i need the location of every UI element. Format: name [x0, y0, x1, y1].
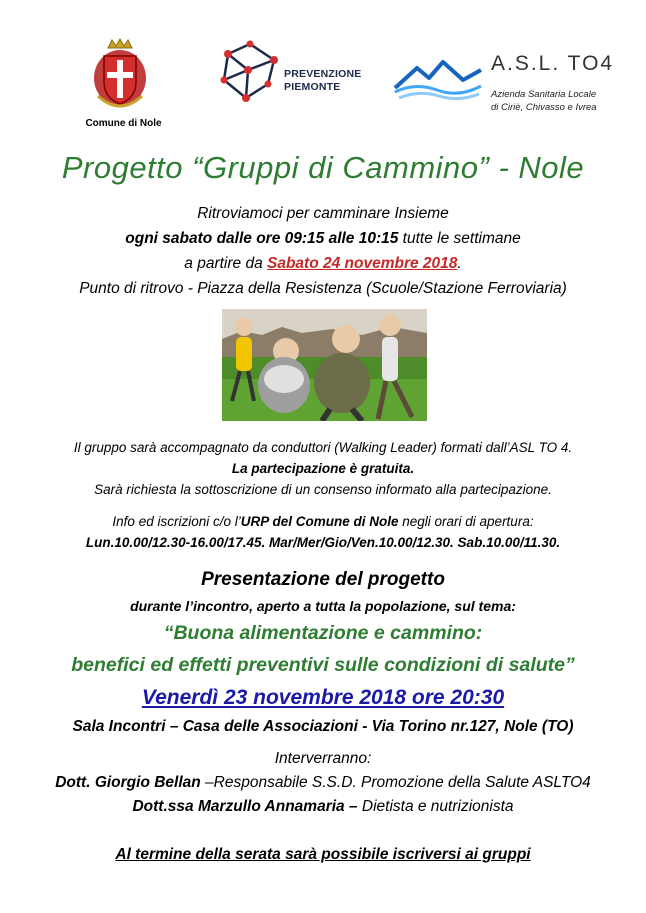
- speaker-1: [0, 774, 646, 792]
- speaker-2: [0, 798, 646, 816]
- opening-hours: Lun.10.00/12.30-16.00/17.45. Mar/Mer/Gio/Ven.10.00/12.30. Sab.10.00/11.30.: [85, 535, 561, 550]
- coat-of-arms-icon: [90, 38, 150, 118]
- mountain-wave-icon: [393, 58, 483, 102]
- asl-sub-line-2: di Ciriè, Chivasso e Ivrea: [491, 102, 597, 113]
- comune-caption: Comune di Nole: [85, 118, 162, 129]
- schedule-text: ogni sabato dalle ore 09:15 alle 10:15: [125, 230, 399, 247]
- start-prefix: a partire da: [184, 255, 267, 272]
- walkers-image: [222, 309, 427, 421]
- comune-logo: [76, 38, 176, 138]
- meeting-point: Punto di ritrovo - Piazza della Resistenza (Scuole/Stazione Ferroviaria): [79, 280, 567, 297]
- start-date: Sabato 24 novembre 2018: [267, 255, 458, 272]
- speaker-2-role: Dietista e nutrizionista: [357, 798, 514, 815]
- event-date: Venerdì 23 novembre 2018 ore 20:30: [141, 686, 505, 709]
- prevenzione-text: [284, 68, 361, 94]
- asl-sub-line-1: Azienda Sanitaria Locale: [491, 89, 597, 100]
- start-suffix: .: [457, 255, 462, 272]
- asl-logo: [393, 48, 633, 128]
- info-line-3: Sarà richiesta la sottoscrizione di un consenso informato alla partecipazione.: [94, 482, 552, 497]
- closing-note: Al termine della serata sarà possibile iscriversi ai gruppi: [115, 846, 531, 863]
- info-line-1: Il gruppo sarà accompagnato da conduttori (Walking Leader) formati dall’ASL TO 4.: [73, 440, 573, 455]
- info-line-2: La partecipazione è gratuita.: [231, 461, 415, 476]
- prev-line-2: PIEMONTE: [284, 81, 341, 93]
- speaker-2-name: Dott.ssa Marzullo Annamaria –: [132, 798, 358, 815]
- speaker-1-role: –Responsabile S.S.D. Promozione della Salute ASLTO4: [200, 774, 591, 791]
- prev-line-1: PREVENZIONE: [284, 68, 362, 80]
- intro-line-3: [0, 255, 646, 273]
- speakers-heading: Interverranno:: [274, 750, 372, 767]
- info-line-4: [0, 514, 646, 529]
- speaker-1-name: Dott. Giorgio Bellan: [55, 774, 201, 791]
- theme-line-2: benefici ed effetti preventivi sulle condizioni di salute”: [71, 654, 575, 676]
- schedule-rest: tutte le settimane: [398, 230, 521, 247]
- asl-subtitle: [491, 88, 597, 114]
- event-venue: Sala Incontri – Casa delle Associazioni - Via Torino nr.127, Nole (TO): [72, 718, 574, 735]
- walking-group-illustration: [222, 309, 427, 421]
- intro-line-2: [0, 230, 646, 248]
- prevenzione-piemonte-logo: [218, 40, 378, 110]
- urp-office: URP del Comune di Nole: [240, 514, 399, 529]
- header: [0, 0, 646, 145]
- network-icon: [218, 40, 282, 104]
- asl-title: A.S.L. TO4: [491, 52, 615, 75]
- info-prefix: Info ed iscrizioni c/o l’: [112, 514, 241, 529]
- page-title: Progetto “Gruppi di Cammino” - Nole: [61, 150, 585, 185]
- info-suffix: negli orari di apertura:: [398, 514, 534, 529]
- theme-line-1: “Buona alimentazione e cammino:: [163, 622, 483, 644]
- intro-line-1: Ritroviamoci per camminare Insieme: [197, 205, 449, 222]
- presentation-title: Presentazione del progetto: [201, 569, 445, 590]
- presentation-subtitle: durante l’incontro, aperto a tutta la popolazione, sul tema:: [130, 598, 516, 614]
